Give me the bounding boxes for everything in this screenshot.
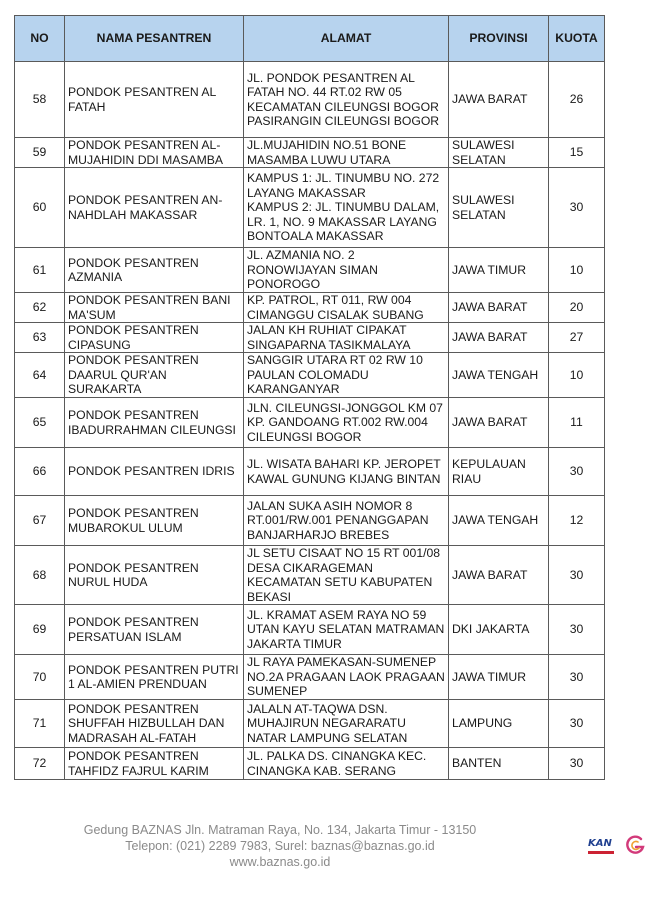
cell-alamat: JLN. CILEUNGSI-JONGGOL KM 07 KP. GANDOANG RT.002 RW.004 CILEUNGSI BOGOR [244,398,449,448]
table-row [15,448,605,496]
cell-provinsi: SULAWESI SELATAN [449,168,549,248]
table-row [15,655,605,700]
cell-provinsi: KEPULAUAN RIAU [449,448,549,496]
cell-provinsi: JAWA TIMUR [449,248,549,293]
table-row [15,700,605,748]
cell-alamat: JL. AZMANIA NO. 2 RONOWIJAYAN SIMAN PONOROGO [244,248,449,293]
cell-nama-pesantren: PONDOK PESANTREN TAHFIDZ FAJRUL KARIM [65,748,244,780]
cell-provinsi: LAMPUNG [449,700,549,748]
table-row [15,323,605,353]
cell-provinsi: JAWA BARAT [449,293,549,323]
table-header-row [15,16,605,62]
cell-nama-pesantren: PONDOK PESANTREN IBADURRAHMAN CILEUNGSI [65,398,244,448]
cell-alamat: JL.MUJAHIDIN NO.51 BONE MASAMBA LUWU UTARA [244,138,449,168]
cell-kuota: 10 [549,248,605,293]
cell-alamat: JALAN KH RUHIAT CIPAKAT SINGAPARNA TASIKMALAYA [244,323,449,353]
cell-kuota: 30 [549,655,605,700]
table-row [15,62,605,138]
cell-kuota: 15 [549,138,605,168]
cell-no: 59 [15,138,65,168]
cell-nama-pesantren: PONDOK PESANTREN AZMANIA [65,248,244,293]
cell-kuota: 30 [549,748,605,780]
cell-no: 69 [15,605,65,655]
cell-alamat: JL. PALKA DS. CINANGKA KEC. CINANGKA KAB. SERANG [244,748,449,780]
cell-no: 70 [15,655,65,700]
cell-alamat: JL. KRAMAT ASEM RAYA NO 59 UTAN KAYU SELATAN MATRAMAN JAKARTA TIMUR [244,605,449,655]
table-row [15,293,605,323]
cell-kuota: 20 [549,293,605,323]
cell-provinsi: JAWA TIMUR [449,655,549,700]
table-row [15,546,605,605]
table-row [15,496,605,546]
table-row [15,353,605,398]
cell-nama-pesantren: PONDOK PESANTREN PUTRI 1 AL-AMIEN PRENDUAN [65,655,244,700]
cell-alamat: SANGGIR UTARA RT 02 RW 10 PAULAN COLOMADU KARANGANYAR [244,353,449,398]
cell-kuota: 10 [549,353,605,398]
table-row [15,605,605,655]
cell-no: 65 [15,398,65,448]
cell-nama-pesantren: PONDOK PESANTREN AL FATAH [65,62,244,138]
cell-nama-pesantren: PONDOK PESANTREN AN-NAHDLAH MAKASSAR [65,168,244,248]
cell-provinsi: JAWA BARAT [449,323,549,353]
cell-nama-pesantren: PONDOK PESANTREN NURUL HUDA [65,546,244,605]
kan-logo [588,838,614,854]
cell-nama-pesantren: PONDOK PESANTREN DAARUL QUR'AN SURAKARTA [65,353,244,398]
cell-alamat: JL. PONDOK PESANTREN AL FATAH NO. 44 RT.02 RW 05 KECAMATAN CILEUNGSI BOGOR PASIRANGIN CILEUNGSI BOGOR [244,62,449,138]
cell-no: 61 [15,248,65,293]
cell-no: 68 [15,546,65,605]
cell-provinsi: JAWA TENGAH [449,496,549,546]
pesantren-table [14,15,605,780]
cell-no: 66 [15,448,65,496]
table-row [15,248,605,293]
footer [0,822,560,870]
cell-no: 63 [15,323,65,353]
cell-kuota: 30 [549,546,605,605]
kan-logo-text: KAN [588,838,612,849]
cell-no: 58 [15,62,65,138]
cell-alamat: KP. PATROL, RT 011, RW 004 CIMANGGU CISALAK SUBANG [244,293,449,323]
cell-nama-pesantren: PONDOK PESANTREN BANI MA'SUM [65,293,244,323]
table-row [15,398,605,448]
cell-no: 60 [15,168,65,248]
table-row [15,168,605,248]
cell-alamat: JL. WISATA BAHARI KP. JEROPET KAWAL GUNUNG KIJANG BINTAN [244,448,449,496]
g-swirl-icon [624,834,646,856]
cell-provinsi: JAWA BARAT [449,546,549,605]
table-body [15,62,605,780]
cell-no: 72 [15,748,65,780]
cell-kuota: 30 [549,448,605,496]
cell-kuota: 12 [549,496,605,546]
footer-logos [588,832,648,872]
cell-provinsi: JAWA TENGAH [449,353,549,398]
cell-no: 62 [15,293,65,323]
cell-no: 71 [15,700,65,748]
cell-nama-pesantren: PONDOK PESANTREN CIPASUNG [65,323,244,353]
cell-nama-pesantren: PONDOK PESANTREN SHUFFAH HIZBULLAH DAN MADRASAH AL-FATAH [65,700,244,748]
cell-alamat: JL SETU CISAAT NO 15 RT 001/08 DESA CIKARAGEMAN KECAMATAN SETU KABUPATEN BEKASI [244,546,449,605]
cell-kuota: 26 [549,62,605,138]
cell-kuota: 11 [549,398,605,448]
header-no: NO [15,16,65,62]
cell-kuota: 30 [549,605,605,655]
cell-alamat: JL RAYA PAMEKASAN-SUMENEP NO.2A PRAGAAN LAOK PRAGAAN SUMENEP [244,655,449,700]
table-row [15,138,605,168]
cell-kuota: 30 [549,168,605,248]
table-row [15,748,605,780]
header-alamat: ALAMAT [244,16,449,62]
cell-provinsi: SULAWESI SELATAN [449,138,549,168]
cell-alamat: KAMPUS 1: JL. TINUMBU NO. 272 LAYANG MAKASSAR KAMPUS 2: JL. TINUMBU DALAM, LR. 1, NO. 9 MAKASSAR LAYANG BONTOALA MAKASSAR [244,168,449,248]
footer-contact: Telepon: (021) 2289 7983, Surel: baznas@baznas.go.id [125,839,435,853]
cell-provinsi: JAWA BARAT [449,62,549,138]
cell-provinsi: DKI JAKARTA [449,605,549,655]
cell-provinsi: JAWA BARAT [449,398,549,448]
footer-address: Gedung BAZNAS Jln. Matraman Raya, No. 134, Jakarta Timur - 13150 [83,823,477,837]
cell-nama-pesantren: PONDOK PESANTREN IDRIS [65,448,244,496]
cell-alamat: JALAN SUKA ASIH NOMOR 8 RT.001/RW.001 PENANGGAPAN BANJARHARJO BREBES [244,496,449,546]
header-nama-pesantren: NAMA PESANTREN [65,16,244,62]
cell-kuota: 30 [549,700,605,748]
cell-no: 67 [15,496,65,546]
cell-no: 64 [15,353,65,398]
cell-nama-pesantren: PONDOK PESANTREN AL-MUJAHIDIN DDI MASAMBA [65,138,244,168]
cell-nama-pesantren: PONDOK PESANTREN PERSATUAN ISLAM [65,605,244,655]
header-provinsi: PROVINSI [449,16,549,62]
cell-alamat: JALALN AT-TAQWA DSN. MUHAJIRUN NEGARARATU NATAR LAMPUNG SELATAN [244,700,449,748]
cell-nama-pesantren: PONDOK PESANTREN MUBAROKUL ULUM [65,496,244,546]
cell-provinsi: BANTEN [449,748,549,780]
cell-kuota: 27 [549,323,605,353]
footer-website: www.baznas.go.id [229,855,331,869]
header-kuota: KUOTA [549,16,605,62]
